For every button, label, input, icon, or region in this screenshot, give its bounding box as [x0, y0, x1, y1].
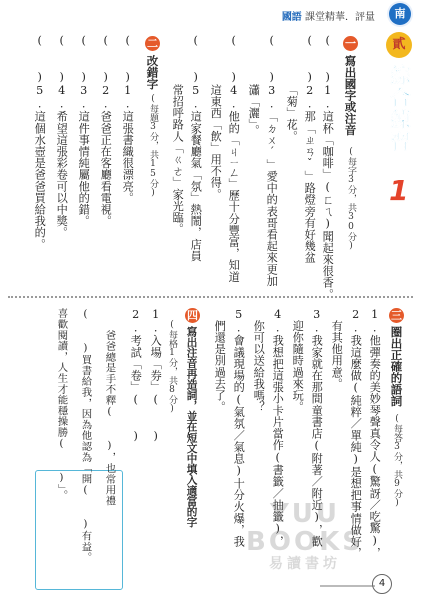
title-circle: 貳	[386, 32, 412, 58]
sec2-q5: ( )5.這個水壺是爸爸買給我的。	[33, 34, 47, 250]
sec1-q2: ( )2.那「ㄓㄢˇ」路燈旁有好幾盆	[303, 34, 317, 264]
sec3-q2: 2.我這麼做(純粹／單純)是想把事情做好，	[349, 308, 363, 559]
passage-line-2: ( )買書給我，因為他認為「開( )有益。	[79, 308, 92, 563]
page-number: 4	[372, 574, 392, 594]
header-subject: 國語	[281, 12, 302, 23]
passage-line-1: 爸爸總是手不釋( )，也常用禮	[103, 330, 116, 506]
watermark-line-3: 易讀書坊	[269, 556, 341, 572]
section-2-title: 改錯字	[145, 55, 160, 90]
sec1-q3-cont: 瀟「灑」。	[247, 84, 261, 137]
sec1-q4-cont: 這東西「飲」用不得。	[209, 84, 223, 200]
sec3-q3-cont: 迎你隨時過來玩。	[291, 320, 305, 413]
publisher-badge: 南	[389, 3, 411, 25]
page-header	[250, 3, 421, 25]
sec2-q4: ( )4.希望這張彩卷可以中獎。	[55, 34, 69, 239]
section-1-number: 一	[345, 37, 356, 50]
sec4-q2: 2.考試「卷」( )	[129, 308, 143, 443]
section-2-note: (每題3分，共15分)	[148, 94, 158, 198]
sec3-q1: 1.他彈奏的美妙琴聲真令人(驚訝／吃驚)，	[368, 308, 382, 559]
watermark-line-1: YUU	[269, 499, 341, 529]
exercise-title: 綜合練習	[387, 65, 411, 153]
exercise-title-block	[380, 32, 420, 207]
sec3-q3: 3.我家就在那間童書店(附著／附近)，歡	[310, 308, 324, 548]
sec1-q4: ( )4.他的「ㄐㄧㄥ」歷十分豐富，知道	[227, 34, 241, 283]
sec3-q2-cont: 有其他用意。	[330, 320, 344, 390]
header-title: 國語 課堂精華．評量	[281, 12, 375, 23]
sec1-q3: ( )3.「ㄉㄨˊ」愛中的表哥看起來更加	[265, 34, 279, 287]
section-2-number: 二	[147, 37, 158, 50]
section-1-note: (每字3分，共30分)	[346, 147, 356, 251]
watermark	[230, 500, 380, 580]
sec2-q1: ( )1.這張書織很漂亮。	[121, 34, 135, 204]
section-divider	[8, 296, 413, 298]
header-book: 課堂精華	[305, 12, 345, 23]
sec1-q1: ( )1.這杯「咖啡」(ㄈㄟ)聞起來很香。	[321, 34, 335, 300]
sec2-q2: ( )2.爸爸正在客廳看電視。	[99, 34, 113, 227]
sec1-q2-cont: 「菊」花。	[285, 84, 299, 142]
section-3-number: 三	[391, 309, 402, 322]
section-3-note: (每答3分，共9分)	[392, 414, 402, 508]
sec3-q5: 5.會議現場的(氣氛／氣息)十分火爆，我	[232, 308, 246, 548]
sec3-q4-cont: 你可以送給我嗎？	[252, 320, 266, 413]
sec1-q5-cont: 常招呼路人「ㄍㄜ」家光臨。	[171, 84, 185, 235]
passage-line-3: 喜歡閱讀，人生才能穩操勝( )」。	[55, 308, 68, 501]
header-series: 評量	[355, 12, 375, 23]
section-4-note: (每格1分，共8分)	[167, 320, 177, 414]
sec1-q5: ( )5.這家餐廳氣「氛」熱鬧，店員	[189, 34, 203, 262]
sec3-q4: 4.我想把這張小卡片當作(書籤／抽籤)，	[271, 308, 285, 548]
footer-rule	[320, 585, 375, 587]
sec3-q5-cont: 們還是別過去了。	[213, 320, 227, 413]
section-4-number: 四	[187, 309, 198, 322]
sec4-q1: 1.入場「券」( )	[149, 308, 163, 443]
section-3-title: 圈出正確的語詞	[389, 326, 404, 407]
sec2-q3: ( )3.這件事情純屬他的錯。	[77, 34, 91, 227]
section-1-title: 寫出國字或注音	[343, 55, 358, 136]
exercise-number: 1	[389, 174, 409, 207]
watermark-line-2: BOOKS	[246, 527, 364, 557]
section-4-title: 寫出注音再造詞，並在短文中填入適當的字	[185, 326, 198, 528]
